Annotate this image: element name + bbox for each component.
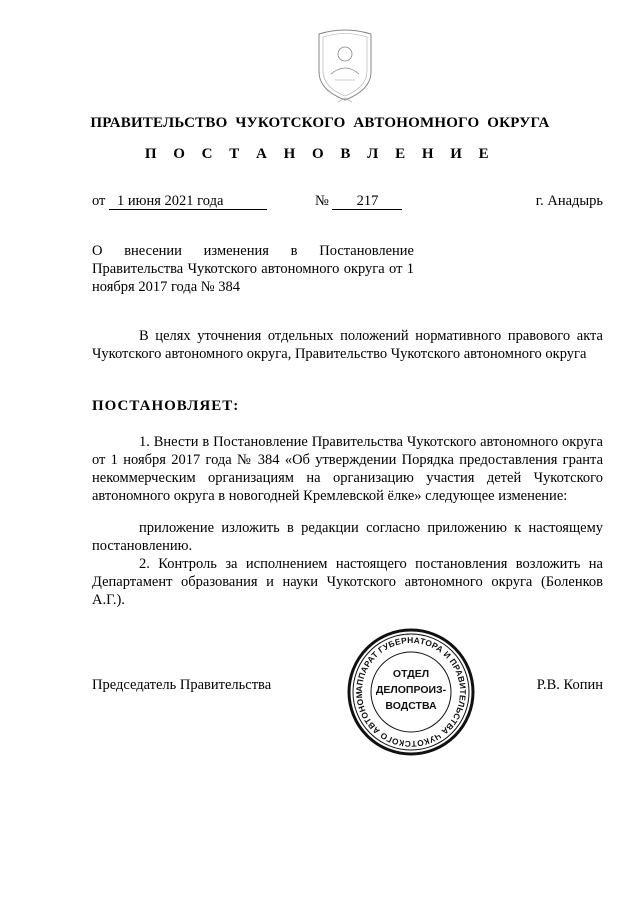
number-prefix: № bbox=[315, 193, 329, 209]
stamp-line-3: ВОДСТВА bbox=[385, 700, 437, 712]
item-1-paragraph: 1. Внести в Постановление Правительства Чукотского автономного округа от 1 ноября 2017 года № 384 «Об утверждении Порядка предоставления гранта некоммерческим организациям на организацию участия детей Чукотского автономного округа в новогодней Кремлевской ёлке» следующее изменение: bbox=[92, 434, 603, 504]
document-type-title: П О С Т А Н О В Л Е Н И Е bbox=[144, 146, 496, 162]
signature-name: Р.В. Копин bbox=[536, 677, 603, 693]
number-line bbox=[315, 192, 402, 210]
stamp-line-2: ДЕЛОПРОИЗ- bbox=[375, 684, 447, 696]
stamp-ring-text: АППАРАТ ГУБЕРНАТОРА И ПРАВИТЕЛЬСТВА ЧУКОТСКОГО АВТОНОМ bbox=[353, 634, 469, 750]
city-name: г. Анадырь bbox=[535, 193, 603, 209]
decree-heading: ПОСТАНОВЛЯЕТ: bbox=[92, 398, 240, 414]
item-2-paragraph: 2. Контроль за исполнением настоящего постановления возложить на Департамент образования и науки Чукотского автономного округа (Боленков А.Г.). bbox=[92, 556, 603, 608]
item-1-sub-paragraph: приложение изложить в редакции согласно приложению к настоящему постановлению. bbox=[92, 520, 603, 554]
signature-position: Председатель Правительства bbox=[92, 677, 272, 693]
date-value: 1 июня 2021 года bbox=[109, 194, 267, 210]
date-prefix: от bbox=[92, 193, 106, 209]
date-line bbox=[92, 192, 267, 210]
number-value: 217 bbox=[332, 194, 402, 210]
document-subject: О внесении изменения в Постановление Правительства Чукотского автономного округа от 1 ноября 2017 года № 384 bbox=[92, 243, 414, 295]
organization-title: ПРАВИТЕЛЬСТВО ЧУКОТСКОГО АВТОНОМНОГО ОКРУГА bbox=[90, 115, 550, 131]
stamp-line-1: ОТДЕЛ bbox=[392, 668, 430, 680]
official-stamp bbox=[346, 627, 476, 757]
coat-of-arms-emblem bbox=[311, 24, 379, 106]
preamble-paragraph: В целях уточнения отдельных положений нормативного правового акта Чукотского автономного округа, Правительство Чукотского автономного округа bbox=[92, 328, 603, 362]
